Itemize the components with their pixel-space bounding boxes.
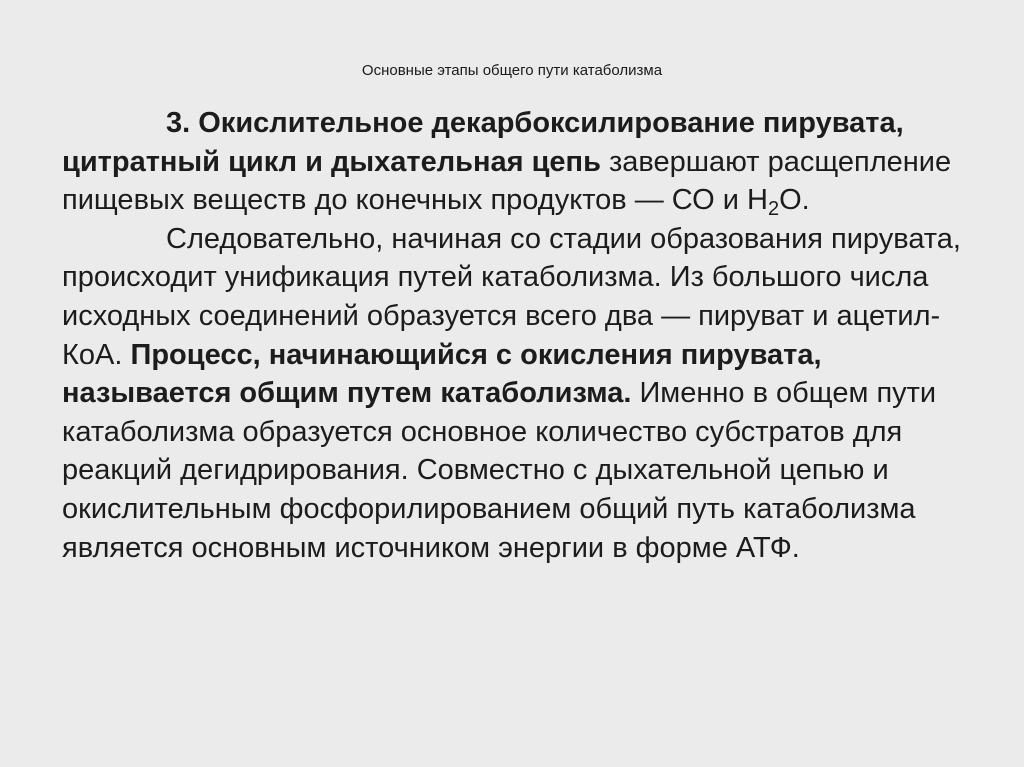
paragraph-1: [62, 104, 982, 220]
paragraph-2: [62, 220, 982, 567]
paragraph-1-text: завершают расщепление пищевых веществ до конечных продуктов — СО и Н: [62, 145, 952, 217]
paragraph-2-text-2: Именно в общем пути катаболизма образуется основное количество субстратов для реакций дегидрирования. Совместно с дыхательной цепью и окислительным фосфорилированием общий путь катаболизма является основным источником энергии в форме АТФ.: [62, 377, 937, 564]
slide-title: Основные этапы общего пути катаболизма: [361, 62, 663, 79]
subscript-2: 2: [767, 198, 780, 221]
paragraph-2-text-1: Следовательно, начиная со стадии образования пирувата, происходит унификация путей катаболизма. Из большого числа исходных соединений образуется всего два — пируват и ацетил-КоА.: [62, 222, 961, 371]
paragraph-2-bold: Процесс, начинающийся с окисления пирувата, называется общим путем катаболизма.: [62, 338, 822, 410]
slide-body: [62, 104, 982, 567]
paragraph-1-tail: О.: [779, 184, 810, 217]
paragraph-1-bold: 3. Окислительное декарбоксилирование пирувата, цитратный цикл и дыхательная цепь: [62, 107, 904, 178]
